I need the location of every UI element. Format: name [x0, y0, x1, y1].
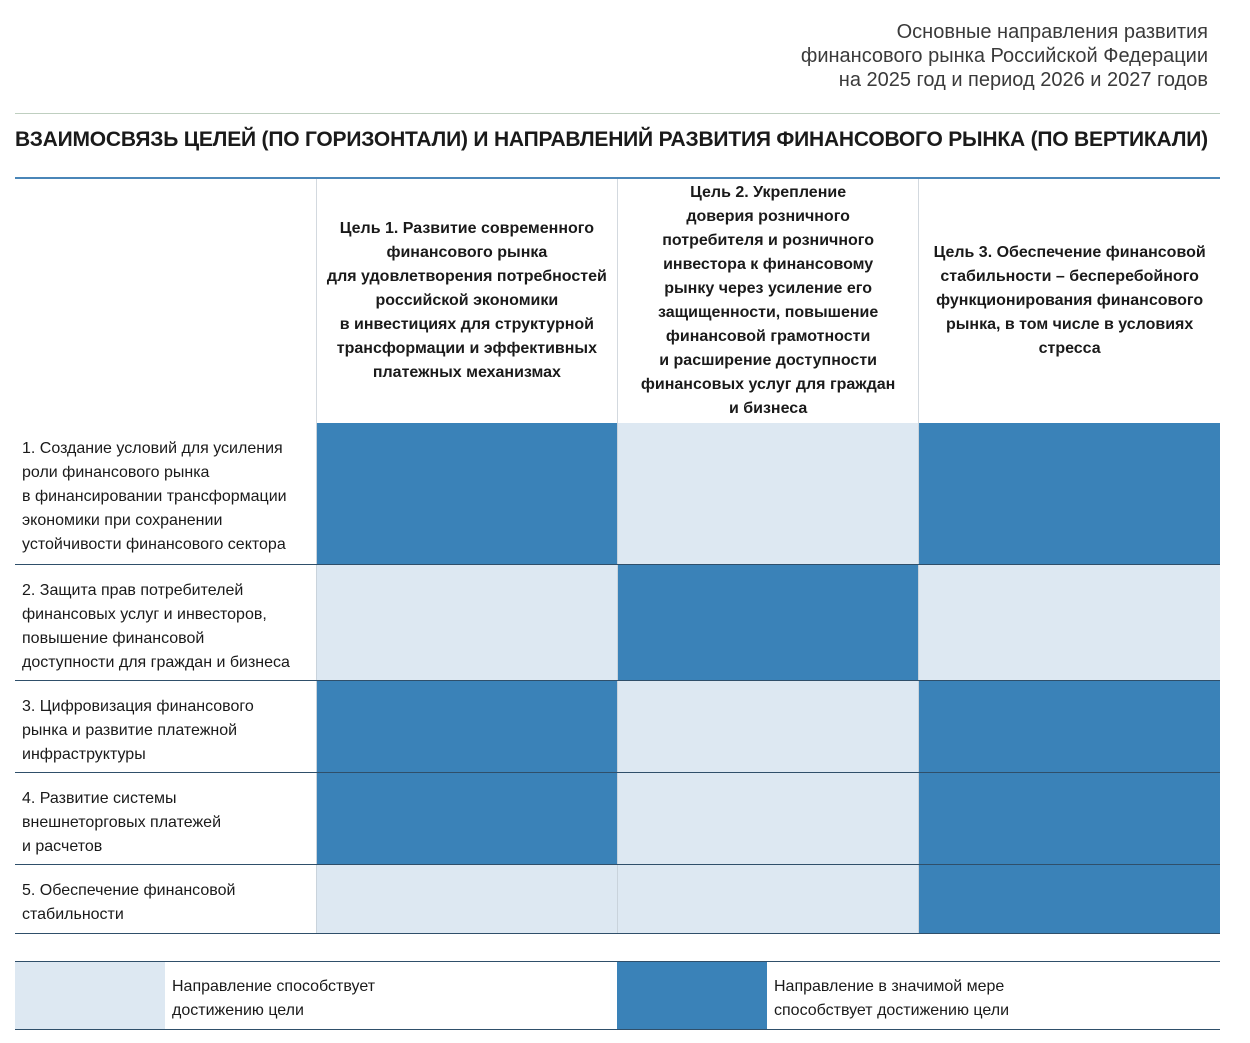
relation-cell [919, 772, 1220, 864]
document-header [608, 20, 1208, 92]
relation-cell [316, 680, 617, 772]
relation-cell [618, 772, 919, 864]
relation-cell [316, 864, 617, 933]
section-title: ВЗАИМОСВЯЗЬ ЦЕЛЕЙ (ПО ГОРИЗОНТАЛИ) И НАПРАВЛЕНИЙ РАЗВИТИЯ ФИНАНСОВОГО РЫНКА (ПО ВЕРТИКАЛИ) [15, 128, 1208, 151]
direction-row [15, 864, 1220, 933]
relation-cell [316, 564, 617, 680]
direction-4-label: 4. Развитие системы внешнеторговых платежей и расчетов [15, 772, 316, 864]
direction-row [15, 564, 1220, 680]
legend-item-moderate [15, 962, 617, 1029]
relation-cell [919, 564, 1220, 680]
relation-cell [618, 564, 919, 680]
corner-cell [15, 178, 316, 423]
legend-label-moderate: Направление способствует достижению цели [172, 978, 376, 1019]
relation-cell [919, 864, 1220, 933]
header-divider [15, 113, 1220, 114]
relation-cell [618, 423, 919, 564]
goals-header-row [15, 178, 1220, 423]
direction-5-label: 5. Обеспечение финансовой стабильности [15, 864, 316, 933]
goal-3-header: Цель 3. Обеспечение финансовой стабильности – бесперебойного функционирования финансового рынка, в том числе в условиях стресса [919, 178, 1220, 423]
direction-row [15, 423, 1220, 564]
relation-cell [316, 423, 617, 564]
relation-cell [919, 680, 1220, 772]
goal-2-header: Цель 2. Укрепление доверия розничного потребителя и розничного инвестора к финансовому рынку через усиление его защищенности, повышение финансовой грамотности и расширение доступности финансовых услуг для граждан и бизнеса [618, 178, 919, 423]
relation-cell [919, 423, 1220, 564]
direction-row [15, 680, 1220, 772]
relation-cell [316, 772, 617, 864]
legend-item-strong [617, 962, 1219, 1029]
header-line: Основные направления развития [896, 21, 1208, 43]
direction-1-label: 1. Создание условий для усиления роли финансового рынка в финансировании трансформации экономики при сохранении устойчивости финансового сектора [15, 423, 316, 564]
legend-label-strong: Направление в значимой мере способствует достижению цели [774, 978, 1010, 1019]
direction-2-label: 2. Защита прав потребителей финансовых услуг и инвесторов, повышение финансовой доступности для граждан и бизнеса [15, 564, 316, 680]
relation-cell [618, 864, 919, 933]
legend-swatch-strong [617, 962, 767, 1029]
direction-3-label: 3. Цифровизация финансового рынка и развитие платежной инфраструктуры [15, 680, 316, 772]
legend-swatch-moderate [15, 962, 165, 1029]
header-line: на 2025 год и период 2026 и 2027 годов [838, 69, 1208, 91]
relation-cell [618, 680, 919, 772]
legend [15, 961, 1220, 1030]
header-line: финансового рынка Российской Федерации [800, 45, 1208, 67]
goals-directions-matrix [15, 177, 1220, 934]
goal-1-header: Цель 1. Развитие современного финансового рынка для удовлетворения потребностей российской экономики в инвестициях для структурной трансформации и эффективных платежных механизмах [316, 178, 617, 423]
direction-row [15, 772, 1220, 864]
